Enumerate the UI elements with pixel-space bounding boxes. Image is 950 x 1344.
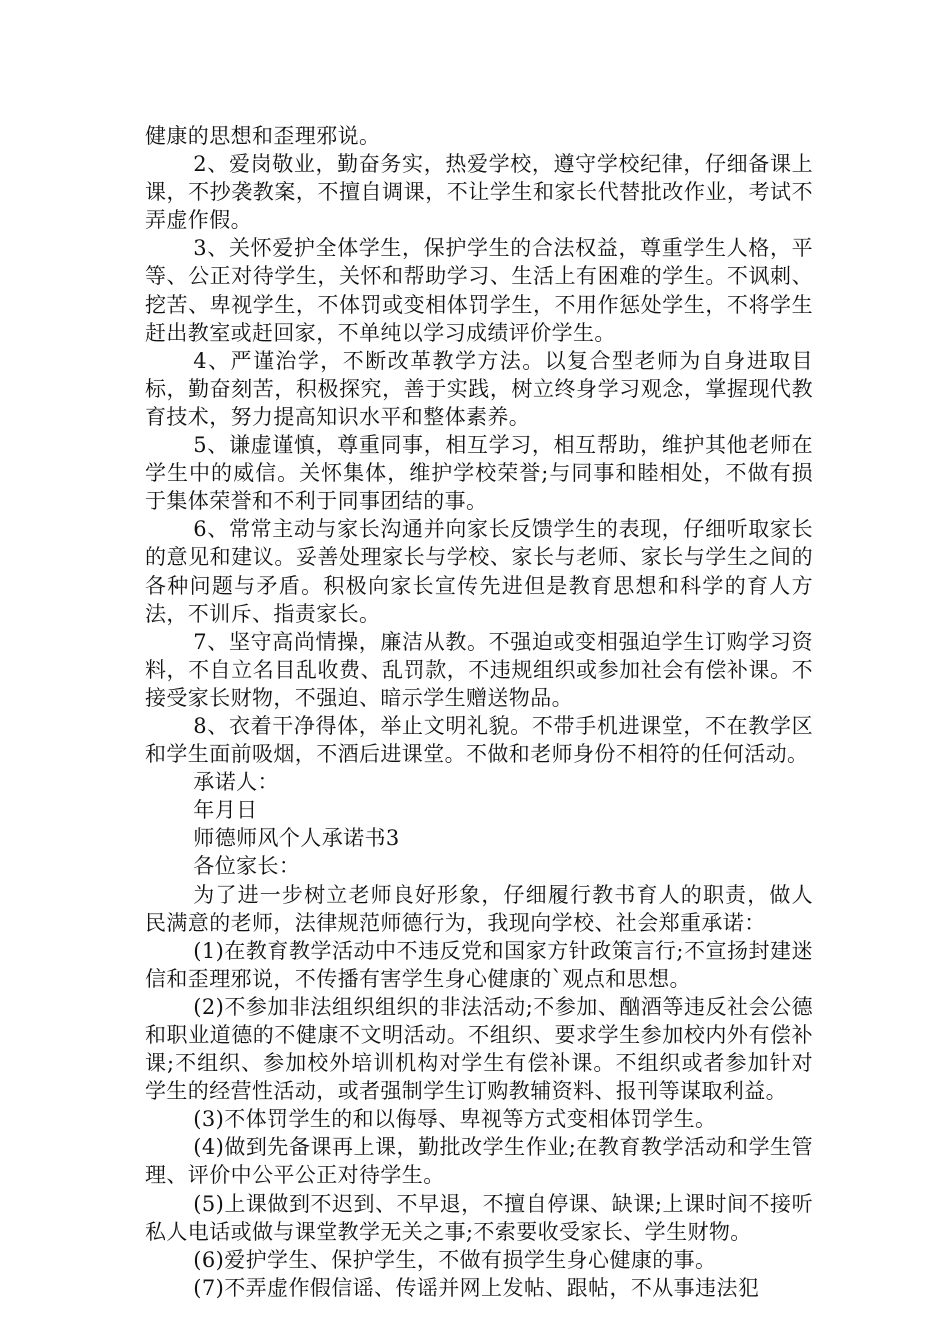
paragraph: 年月日 xyxy=(193,798,258,823)
paragraph: (3)不体罚学生的和以侮辱、卑视等方式变相体罚学生。 xyxy=(193,1107,717,1132)
paragraph: 5、谦虚谨慎，尊重同事，相互学习，相互帮助，维护其他老师在学生中的威信。关怀集体，维护学校荣誉;与同事和睦相处，不做有损于集体荣誉和不利于同事团结的事。 xyxy=(145,433,813,514)
paragraph: (1)在教育教学活动中不违反党和国家方针政策言行;不宣扬封建迷信和歪理邪说，不传播有害学生身心健康的`观点和思想。 xyxy=(145,938,813,991)
paragraph: 师德师风个人承诺书3 xyxy=(193,826,400,851)
paragraph: 各位家长： xyxy=(193,854,301,879)
paragraph: 8、衣着干净得体，举止文明礼貌。不带手机进课堂，不在教学区和学生面前吸烟，不酒后进课堂。不做和老师身份不相符的任何活动。 xyxy=(145,713,813,767)
paragraph: 4、严谨治学，不断改革教学方法。以复合型老师为自身进取目标，勤奋刻苦，积极探究，善于实践，树立终身学习观念，掌握现代教育技术，努力提高知识水平和整体素养。 xyxy=(145,348,813,429)
paragraph: (6)爱护学生、保护学生，不做有损学生身心健康的事。 xyxy=(193,1247,717,1272)
paragraph: 承诺人： xyxy=(193,770,279,795)
paragraph: (2)不参加非法组织组织的非法活动;不参加、酗酒等违反社会公德和职业道德的不健康不文明活动。不组织、要求学生参加校内外有偿补课;不组织、参加校外培训机构对学生有偿补课。不组织或者参加针对学生的经营性活动，或者强制学生订购教辅资料、报刊等谋取利益。 xyxy=(145,994,813,1104)
paragraph: 为了进一步树立老师良好形象，仔细履行教书育人的职责，做人民满意的老师，法律规范师德行为，我现向学校、社会郑重承诺： xyxy=(145,882,813,935)
paragraph: (4)做到先备课再上课，勤批改学生作业;在教育教学活动和学生管理、评价中公平公正对待学生。 xyxy=(145,1135,813,1188)
paragraph: 6、常常主动与家长沟通并向家长反馈学生的表现，仔细听取家长的意见和建议。妥善处理家长与学校、家长与老师、家长与学生之间的各种问题与矛盾。积极向家长宣传先进但是教育思想和科学的育人方法，不训斥、指责家长。 xyxy=(145,517,813,626)
paragraph: (5)上课做到不迟到、不早退，不擅自停课、缺课;上课时间不接听私人电话或做与课堂教学无关之事;不索要收受家长、学生财物。 xyxy=(145,1191,813,1244)
paragraph: 3、关怀爱护全体学生，保护学生的合法权益，尊重学生人格，平等、公正对待学生，关怀和帮助学习、生活上有困难的学生。不讽刺、挖苦、卑视学生，不体罚或变相体罚学生，不用作惩处学生，不将学生赶出教室或赶回家，不单纯以学习成绩评价学生。 xyxy=(145,236,813,345)
paragraph: (7)不弄虚作假信谣、传谣并网上发帖、跟帖，不从事违法犯 xyxy=(193,1275,760,1300)
paragraph: 健康的思想和歪理邪说。 xyxy=(145,124,381,148)
document-body xyxy=(145,122,813,1302)
paragraph: 7、坚守高尚情操，廉洁从教。不强迫或变相强迫学生订购学习资料，不自立名目乱收费、乱罚款，不违规组织或参加社会有偿补课。不接受家长财物，不强迫、暗示学生赠送物品。 xyxy=(145,629,813,710)
paragraph: 2、爱岗敬业，勤奋务实，热爱学校，遵守学校纪律，仔细备课上课，不抄袭教案，不擅自调课，不让学生和家长代替批改作业，考试不弄虚作假。 xyxy=(145,152,813,233)
